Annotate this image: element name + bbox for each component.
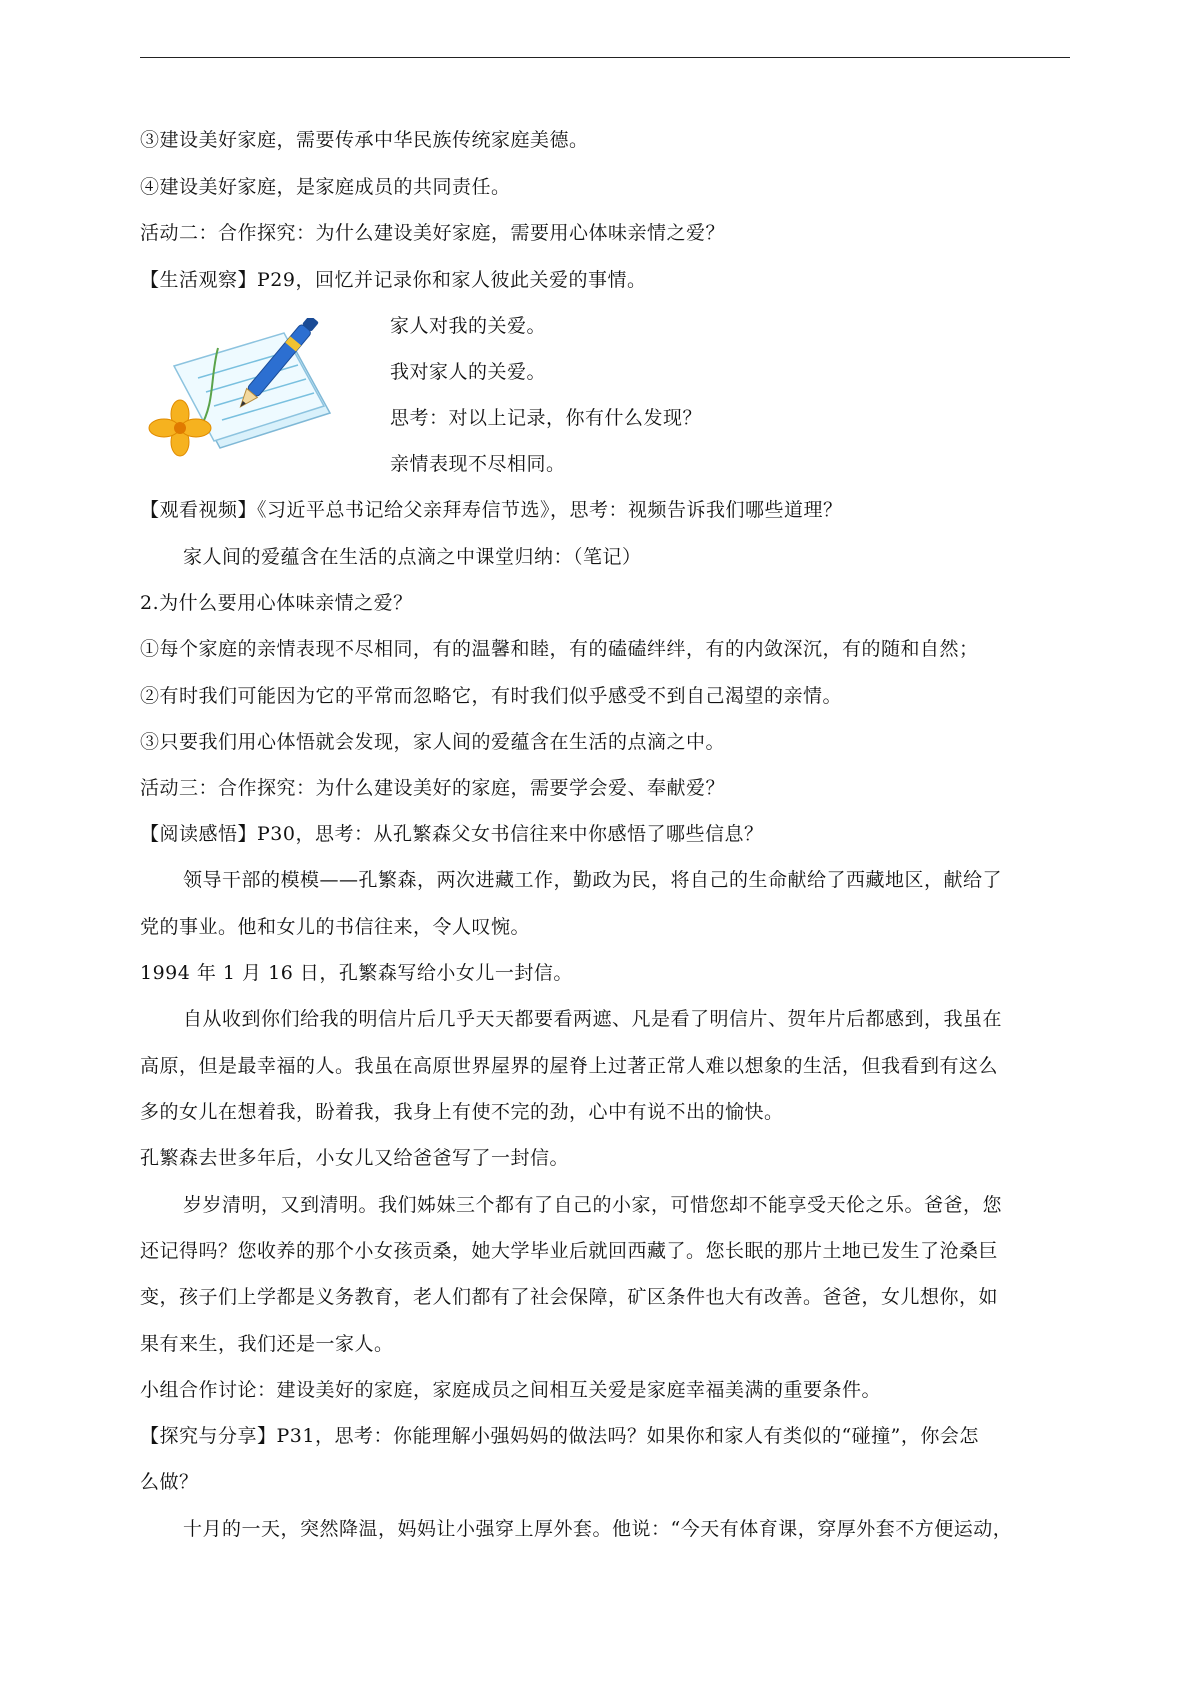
header-rule	[140, 57, 1070, 58]
activity-heading: 活动三：合作探究：为什么建设美好的家庭，需要学会爱、奉献爱？	[140, 777, 726, 799]
text-line: ③只要我们用心体悟就会发现，家人间的爱蕴含在生活的点滴之中。	[140, 731, 726, 753]
letter-line: 自从收到你们给我的明信片后几乎天天都要看两遮、凡是看了明信片、贺年片后都感到，我虽在	[183, 1008, 1003, 1030]
text-line: 孔繁森去世多年后，小女儿又给爸爸写了一封信。	[140, 1147, 570, 1169]
activity-heading: 活动二：合作探究：为什么建设美好家庭，需要用心体味亲情之爱？	[140, 222, 726, 244]
section-heading: 【观看视频】《习近平总书记给父亲拜寿信节选》，思考：视频告诉我们哪些道理？	[140, 499, 843, 521]
text-line: ③建设美好家庭，需要传承中华民族传统家庭美德。	[140, 129, 589, 151]
side-note-line: 家人对我的关爱。	[390, 315, 547, 337]
text-line: 么做？	[140, 1471, 199, 1493]
section-heading: 【阅读感悟】P30，思考：从孔繁森父女书信往来中你感悟了哪些信息？	[140, 823, 764, 845]
notepad-pen-illustration	[140, 318, 345, 468]
text-line: 小组合作讨论：建设美好的家庭，家庭成员之间相互关爱是家庭幸福美满的重要条件。	[140, 1379, 882, 1401]
section-heading: 【生活观察】P29，回忆并记录你和家人彼此关爱的事情。	[140, 269, 647, 291]
text-line: 党的事业。他和女儿的书信往来，令人叹惋。	[140, 916, 531, 938]
letter-line: 岁岁清明，又到清明。我们姊妹三个都有了自己的小家，可惜您却不能享受天伦之乐。爸爸，您	[183, 1194, 1003, 1216]
text-line: ②有时我们可能因为它的平常而忽略它，有时我们似乎感受不到自己渴望的亲情。	[140, 685, 843, 707]
text-line: ④建设美好家庭，是家庭成员的共同责任。	[140, 176, 511, 198]
letter-line: 多的女儿在想着我，盼着我，我身上有使不完的劲，心中有说不出的愉快。	[140, 1101, 784, 1123]
text-line: 家人间的爱蕴含在生活的点滴之中课堂归纳：（笔记）	[183, 546, 642, 568]
text-line: 领导干部的模模——孔繁森，两次进藏工作，勤政为民，将自己的生命献给了西藏地区，献给了	[183, 869, 1003, 891]
letter-line: 高原，但是最幸福的人。我虽在高原世界屋界的屋脊上过著正常人难以想象的生活，但我看到有这么	[140, 1055, 999, 1077]
text-line: ①每个家庭的亲情表现不尽相同，有的温馨和睦，有的磕磕绊绊，有的内敛深沉，有的随和自然；	[140, 638, 979, 660]
letter-line: 变，孩子们上学都是义务教育，老人们都有了社会保障，矿区条件也大有改善。爸爸，女儿想你，如	[140, 1286, 999, 1308]
section-heading: 【探究与分享】P31，思考：你能理解小强妈妈的做法吗？如果你和家人有类似的“碰撞”，你会怎	[140, 1425, 979, 1447]
letter-line: 还记得吗？您收养的那个小女孩贡桑，她大学毕业后就回西藏了。您长眠的那片土地已发生了沧桑巨	[140, 1240, 999, 1262]
side-note-line: 我对家人的关爱。	[390, 361, 547, 383]
side-note-line: 思考：对以上记录，你有什么发现？	[390, 407, 703, 429]
side-note-line: 亲情表现不尽相同。	[390, 453, 566, 475]
text-line: 十月的一天，突然降温，妈妈让小强穿上厚外套。他说：“今天有体育课，穿厚外套不方便运动，	[183, 1518, 1013, 1540]
letter-line: 果有来生，我们还是一家人。	[140, 1333, 394, 1355]
text-line: 1994 年 1 月 16 日，孔繁森写给小女儿一封信。	[140, 962, 573, 984]
question-heading: 2.为什么要用心体味亲情之爱？	[140, 592, 413, 614]
